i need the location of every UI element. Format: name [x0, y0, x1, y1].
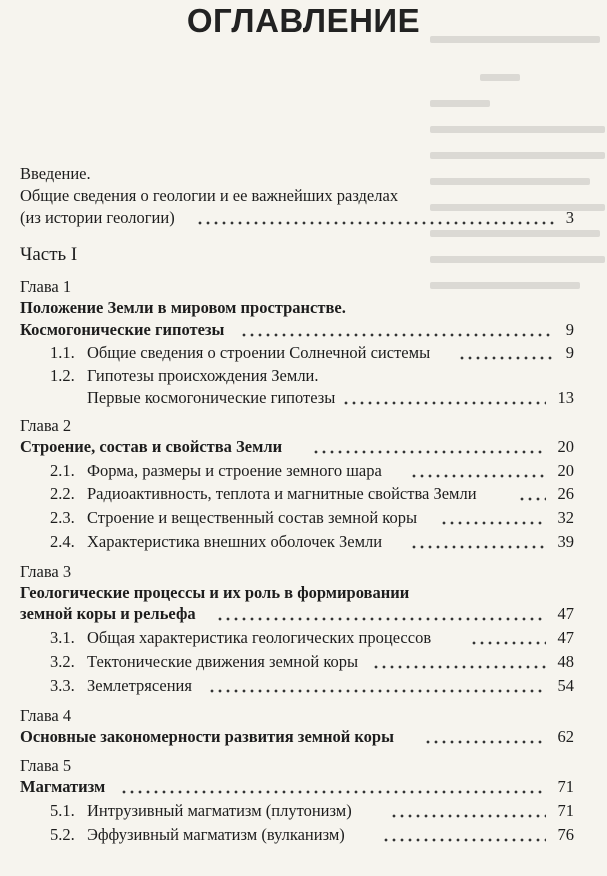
page-number: 32	[557, 508, 574, 527]
page-number: 76	[557, 825, 574, 844]
dot-leader	[216, 604, 546, 624]
chapter-title-line-2: земной коры и рельефа	[20, 604, 196, 623]
part-heading: Часть I	[20, 244, 78, 265]
page-number: 71	[557, 777, 574, 796]
chapter-title: Строение, состав и свойства Земли	[20, 437, 283, 456]
section-title: Землетрясения	[87, 676, 192, 695]
section-number: 2.3.	[50, 508, 75, 527]
intro-title-line-3: (из истории геологии)	[20, 208, 175, 227]
page-number: 39	[557, 532, 574, 551]
dot-leader	[240, 320, 554, 340]
page-title: ОГЛАВЛЕНИЕ	[186, 2, 421, 39]
page-number: 9	[565, 343, 574, 362]
section-title: Эффузивный магматизм (вулканизм)	[87, 825, 345, 844]
section-number: 1.2.	[50, 366, 75, 385]
section-title-line-2: Первые космогонические гипотезы	[87, 388, 336, 407]
section-number: 5.2.	[50, 825, 75, 844]
section-number: 3.3.	[50, 676, 75, 695]
intro-title-line-1: Введение.	[20, 164, 91, 183]
section-title: Форма, размеры и строение земного шара	[87, 461, 382, 480]
chapter-title: Основные закономерности развития земной коры	[20, 727, 394, 746]
section-number: 1.1.	[50, 343, 75, 362]
dot-leader	[312, 437, 546, 457]
section-title: Общие сведения о строении Солнечной системы	[87, 343, 431, 362]
section-number: 2.2.	[50, 484, 75, 503]
page-number: 3	[565, 208, 574, 227]
chapter-title-line-2: Космогонические гипотезы	[20, 320, 225, 339]
section-number: 2.1.	[50, 461, 75, 480]
page-number: 26	[557, 484, 574, 503]
page-number: 13	[557, 388, 574, 407]
dot-leader	[390, 801, 546, 821]
section-number: 3.1.	[50, 628, 75, 647]
chapter-title-line-1: Положение Земли в мировом пространстве.	[20, 298, 346, 317]
intro-title-line-2: Общие сведения о геологии и ее важнейших разделах	[20, 186, 399, 205]
dot-leader	[372, 652, 546, 672]
dot-leader	[440, 508, 546, 528]
page-number: 71	[557, 801, 574, 820]
dot-leader	[196, 208, 558, 228]
page-number: 9	[565, 320, 574, 339]
dot-leader	[208, 676, 546, 696]
section-number: 5.1.	[50, 801, 75, 820]
chapter-title: Магматизм	[20, 777, 106, 796]
page-number: 54	[557, 676, 574, 695]
page-number: 20	[557, 461, 574, 480]
page-number: 20	[557, 437, 574, 456]
chapter-label: Глава 2	[20, 416, 72, 435]
section-title: Характеристика внешних оболочек Земли	[87, 532, 383, 551]
chapter-title-line-1: Геологические процессы и их роль в формировании	[20, 583, 410, 602]
section-title: Тектонические движения земной коры	[87, 652, 359, 671]
chapter-label: Глава 5	[20, 756, 72, 775]
dot-leader	[424, 727, 546, 747]
page-number: 47	[557, 628, 574, 647]
page-number: 48	[557, 652, 574, 671]
bleed-through-text	[420, 0, 607, 310]
dot-leader	[382, 825, 546, 845]
dot-leader	[342, 388, 546, 408]
chapter-label: Глава 3	[20, 562, 72, 581]
section-title: Общая характеристика геологических процессов	[87, 628, 432, 647]
chapter-label: Глава 1	[20, 277, 72, 296]
dot-leader	[458, 343, 556, 363]
page-number: 47	[557, 604, 574, 623]
section-title: Строение и вещественный состав земной коры	[87, 508, 418, 527]
dot-leader	[410, 532, 546, 552]
section-title-line-1: Гипотезы происхождения Земли.	[87, 366, 319, 385]
dot-leader	[120, 777, 546, 797]
dot-leader	[470, 628, 546, 648]
section-number: 2.4.	[50, 532, 75, 551]
page-number: 62	[557, 727, 574, 746]
dot-leader	[518, 484, 546, 504]
section-title: Радиоактивность, теплота и магнитные свойства Земли	[87, 484, 477, 503]
section-number: 3.2.	[50, 652, 75, 671]
section-title: Интрузивный магматизм (плутонизм)	[87, 801, 352, 820]
chapter-label: Глава 4	[20, 706, 72, 725]
dot-leader	[410, 461, 546, 481]
